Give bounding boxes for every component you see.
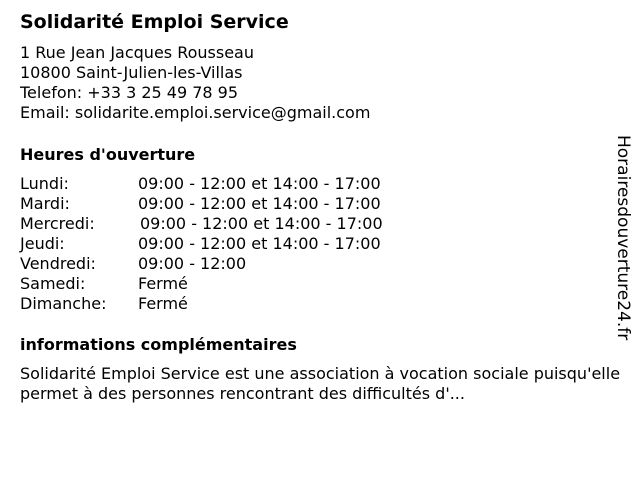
time-value: Fermé [138,274,188,293]
hours-row-thursday [20,234,440,254]
hours-row-friday [20,254,440,274]
time-value: Fermé [138,294,188,313]
time-value: 09:00 - 12:00 et 14:00 - 17:00 [138,194,381,213]
email-address[interactable]: Email: solidarite.emploi.service@gmail.com [20,103,371,122]
hours-row-saturday [20,274,440,294]
contact-block [20,43,370,123]
hours-heading: Heures d'ouverture [20,145,196,164]
day-label: Vendredi: [20,254,96,273]
day-label: Dimanche: [20,294,107,313]
info-description: Solidarité Emploi Service est une association à vocation sociale puisqu'elle permet à des personnes rencontrant des difficultés d'... [20,364,621,403]
hours-row-monday [20,174,440,194]
time-value: 09:00 - 12:00 et 14:00 - 17:00 [140,214,383,233]
site-watermark: Horairesdouverture24.fr [613,135,633,341]
hours-row-sunday [20,294,440,314]
day-label: Samedi: [20,274,86,293]
business-name: Solidarité Emploi Service [20,11,289,33]
day-label: Lundi: [20,174,69,193]
hours-row-wednesday [20,214,440,234]
day-label: Jeudi: [20,234,65,253]
day-label: Mardi: [20,194,70,213]
address-city: 10800 Saint-Julien-les-Villas [20,63,243,82]
time-value: 09:00 - 12:00 [138,254,247,273]
hours-row-tuesday [20,194,440,214]
opening-hours-table [20,174,440,314]
time-value: 09:00 - 12:00 et 14:00 - 17:00 [138,174,381,193]
time-value: 09:00 - 12:00 et 14:00 - 17:00 [138,234,381,253]
phone-number[interactable]: Telefon: +33 3 25 49 78 95 [20,83,239,102]
day-label: Mercredi: [20,214,95,233]
info-heading: informations complémentaires [20,335,297,354]
address-street: 1 Rue Jean Jacques Rousseau [20,43,254,62]
